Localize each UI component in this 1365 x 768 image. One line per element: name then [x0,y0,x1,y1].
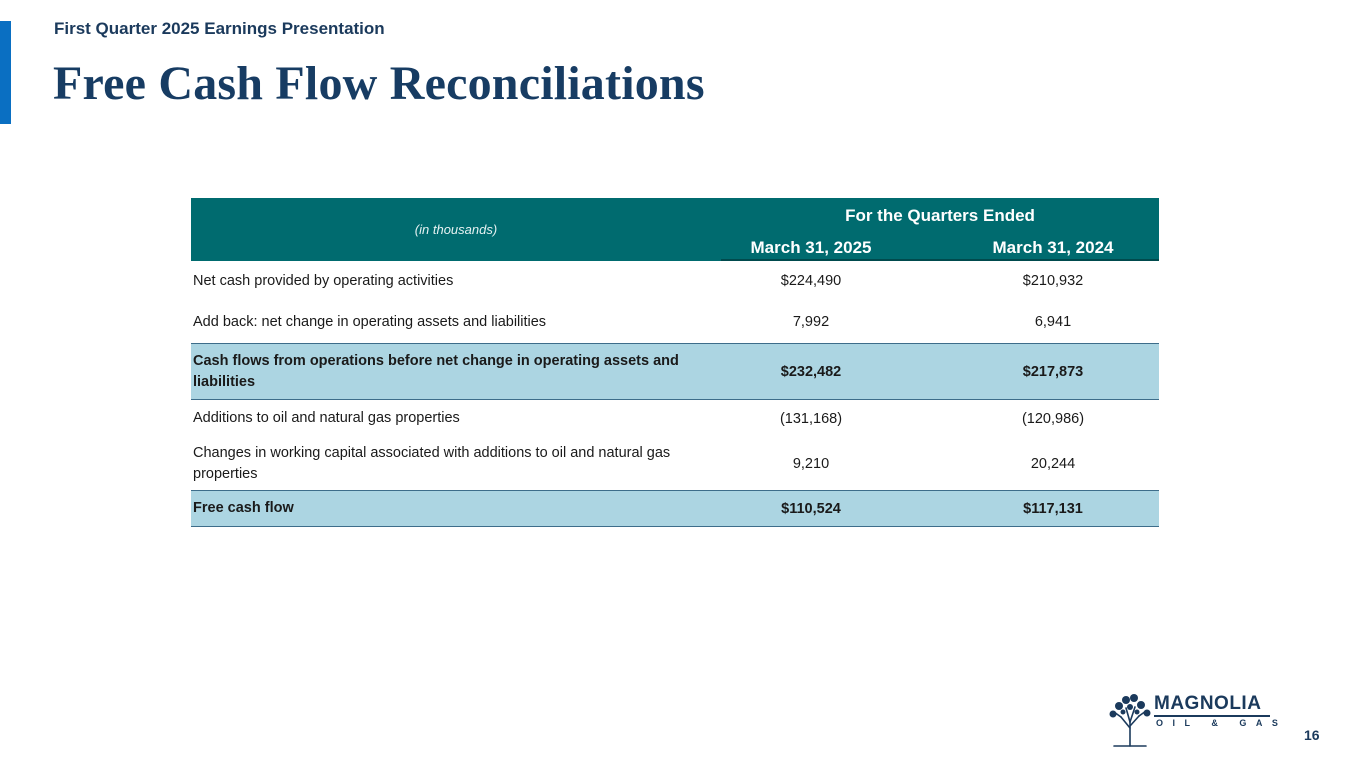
magnolia-tree-icon [1106,690,1154,748]
table-row [191,301,1159,343]
row-label: Net cash provided by operating activities [193,272,454,289]
presentation-subtitle: First Quarter 2025 Earnings Presentation [54,19,385,38]
table-row [191,400,1159,437]
row-value-2024: $210,932 [1022,273,1084,289]
column-header-2024: March 31, 2024 [992,238,1114,257]
table-row-subtotal [191,343,1159,400]
row-label: Additions to oil and natural gas properties [193,410,460,426]
row-value-2025: 7,992 [792,314,830,330]
logo-wordmark: MAGNOLIA [1154,693,1262,714]
table-row [191,261,1159,301]
logo-divider [1154,715,1270,717]
column-header-2025: March 31, 2025 [750,238,872,257]
row-value-2024: 6,941 [1034,314,1072,330]
accent-bar [0,21,11,124]
row-value-2025: 9,210 [792,455,830,472]
row-value-2024: (120,986) [1021,410,1085,427]
logo-tagline: OIL & GAS [1156,718,1288,728]
table-header [191,198,1159,261]
units-label: (in thousands) [414,222,498,237]
table-row [191,437,1159,490]
row-label: Add back: net change in operating assets and liabilities [193,313,547,330]
company-logo [1106,690,1288,750]
row-label: Free cash flow [193,500,294,516]
page-title: Free Cash Flow Reconciliations [53,57,705,110]
row-value-2025: $224,490 [780,273,842,289]
row-value-2025: $110,524 [781,500,841,517]
free-cash-flow-table [191,198,1159,527]
row-value-2024: $117,131 [1023,500,1083,517]
row-value-2025: $232,482 [780,363,842,380]
row-value-2024: 20,244 [1030,455,1076,472]
row-value-2025: (131,168) [779,410,843,427]
column-group-header: For the Quarters Ended [845,206,1035,225]
row-value-2024: $217,873 [1022,363,1084,380]
table-row-total [191,490,1159,527]
page-number: 16 [1304,727,1320,743]
row-label: Changes in working capital associated with additions to oil and natural gas properties [193,444,671,482]
row-label: Cash flows from operations before net change in operating assets and liabilities [193,352,679,390]
